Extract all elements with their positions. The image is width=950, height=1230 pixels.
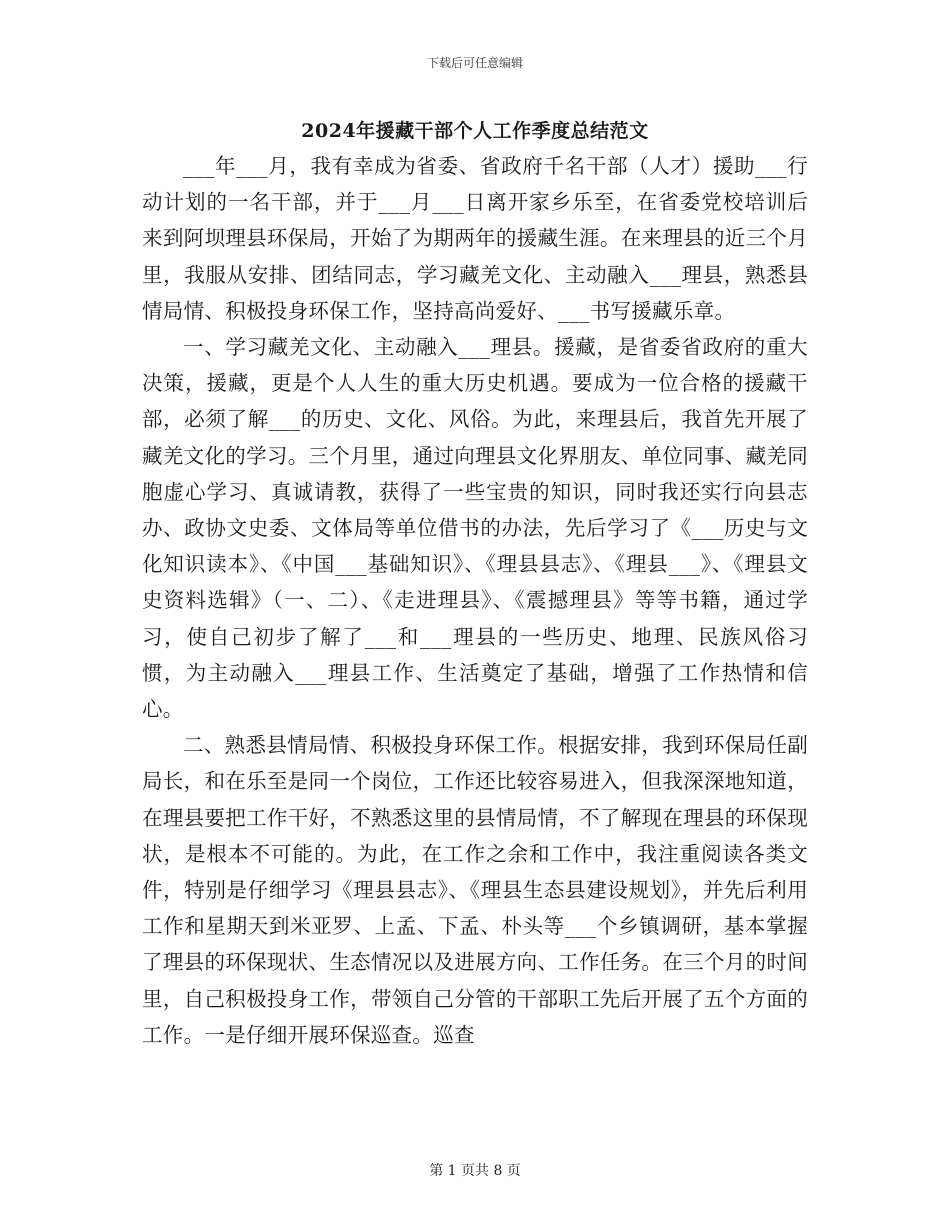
header-note: 下载后可任意编辑: [426, 56, 523, 70]
page-number: 第 1 页共 8 页: [429, 1163, 521, 1179]
paragraph-section-two: 二、熟悉县情局情、积极投身环保工作。根据安排，我到环保局任副局长，和在乐至是同一个岗位，工作还比较容易进入，但我深深地知道，在理县要把工作干好，不熟悉这里的县情局情，不了解现在理县的环保现状，是根本不可能的。为此，在工作之余和工作中，我注重阅读各类文件，特别是仔细学习《理县县志》、《理县生态县建设规划》，并先后利用工作和星期天到米亚罗、上孟、下孟、朴头等___个乡镇调研，基本掌握了理县的环保现状、生态情况以及进展方向、工作任务。在三个月的时间里，自己积极投身工作，带领自己分管的干部职工先后开展了五个方面的工作。一是仔细开展环保巡查。巡查: [142, 733, 808, 1047]
document-title: 2024年援藏干部个人工作季度总结范文: [301, 120, 649, 142]
paragraph-intro: ___年___月，我有幸成为省委、省政府千名干部（人才）援助___行动计划的一名干部，并于___月___日离开家乡乐至，在省委党校培训后来到阿坝理县环保局，开始了为期两年的援藏生涯。在来理县的近三个月里，我服从安排、团结同志，学习藏羌文化、主动融入___理县，熟悉县情局情、积极投身环保工作，坚持高尚爱好、___书写援藏乐章。: [142, 154, 808, 323]
paragraph-section-one: 一、学习藏羌文化、主动融入___理县。援藏，是省委省政府的重大决策，援藏，更是个人人生的重大历史机遇。要成为一位合格的援藏干部，必须了解___的历史、文化、风俗。为此，来理县后，我首先开展了藏羌文化的学习。三个月里，通过向理县文化界朋友、单位同事、藏羌同胞虚心学习、真诚请教，获得了一些宝贵的知识，同时我还实行向县志办、政协文史委、文体局等单位借书的办法，先后学习了《___历史与文化知识读本》、《中国___基础知识》、《理县县志》、《理县___》、《理县文史资料选辑》（一、二）、《走进理县》、《震撼理县》等等书籍，通过学习，使自己初步了解了___和___理县的一些历史、地理、民族风俗习惯，为主动融入___理县工作、生活奠定了基础，增强了工作热情和信心。: [142, 335, 808, 722]
document-body: [142, 148, 808, 1053]
